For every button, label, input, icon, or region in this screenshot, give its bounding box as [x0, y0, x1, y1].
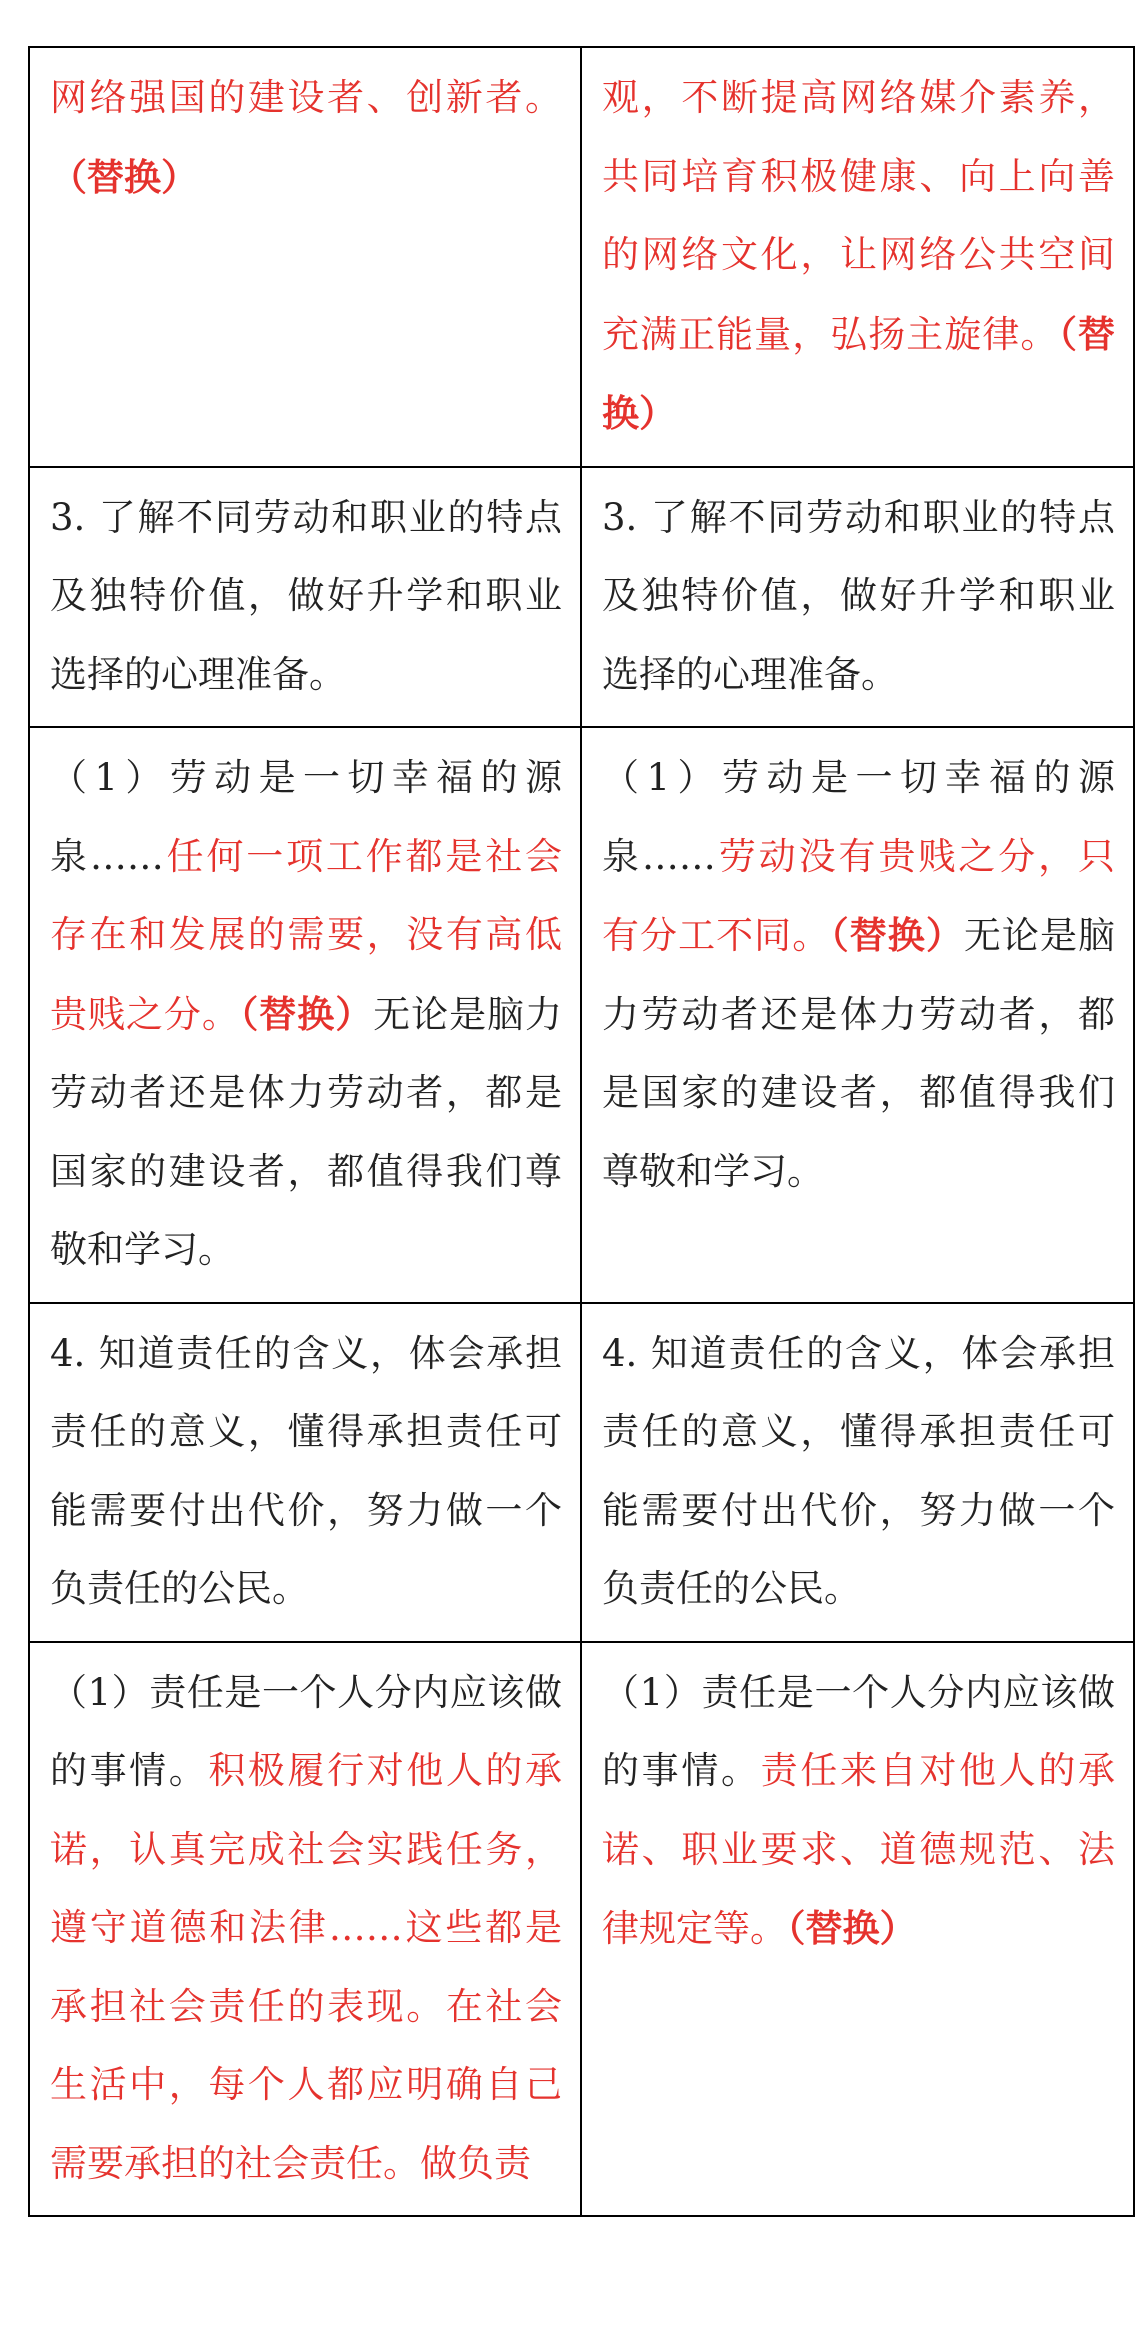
replace-tag: （替换）	[239, 991, 374, 1036]
body-text: 4. 知道责任的含义，体会承担责任的意义，懂得承担责任可能需要付出代价，努力做一个负责任的公民。	[602, 1331, 1115, 1610]
body-text: （1）劳动是一切幸福的源泉……	[602, 756, 1115, 878]
left-cell	[29, 1303, 581, 1642]
body-text: 4. 知道责任的含义，体会承担责任的意义，懂得承担责任可能需要付出代价，努力做一个负责任的公民。	[50, 1331, 562, 1610]
highlighted-text: 网络强国的建设者、创新者。	[50, 76, 562, 119]
highlighted-text: 劳动没有贵贱之分，只有分工不同。	[602, 834, 1116, 957]
replace-tag: （替换）	[602, 311, 1116, 435]
highlighted-text: 责任来自对他人的承诺、职业要求、道德规范、法律规定等。	[602, 1749, 1116, 1950]
replace-tag: （替换）	[50, 154, 198, 199]
body-text: （1）责任是一个人分内应该做的事情。	[50, 1670, 562, 1792]
table-body	[29, 47, 1134, 2216]
replace-tag: （替换）	[787, 1906, 917, 1950]
body-text: 3. 了解不同劳动和职业的特点及独特价值，做好升学和职业选择的心理准备。	[602, 495, 1115, 696]
table-row	[29, 727, 1134, 1303]
body-text: （1）劳动是一切幸福的源泉……	[50, 756, 562, 878]
table-row	[29, 47, 1134, 467]
table-row	[29, 1642, 1134, 2217]
right-cell	[581, 727, 1134, 1303]
table-row	[29, 1303, 1134, 1642]
comparison-table	[28, 46, 1135, 2217]
right-cell	[581, 47, 1134, 467]
right-cell	[581, 467, 1134, 728]
table-row	[29, 467, 1134, 728]
replace-tag: （替换）	[830, 913, 964, 957]
highlighted-text: 观，不断提高网络媒介素养，共同培育积极健康、向上向善的网络文化，让网络公共空间充满正能量，弘扬主旋律。	[602, 76, 1115, 356]
body-text: 无论是脑力劳动者还是体力劳动者，都是国家的建设者，都值得我们尊敬和学习。	[50, 992, 563, 1271]
body-text: 3. 了解不同劳动和职业的特点及独特价值，做好升学和职业选择的心理准备。	[50, 495, 562, 696]
left-cell	[29, 47, 581, 467]
left-cell	[29, 1642, 581, 2217]
highlighted-text: 积极履行对他人的承诺，认真完成社会实践任务，遵守道德和法律……这些都是承担社会责任的表现。在社会生活中，每个人都应明确自己需要承担的社会责任。做负责	[50, 1749, 563, 2185]
body-text: 无论是脑力劳动者还是体力劳动者，都是国家的建设者，都值得我们尊敬和学习。	[602, 914, 1116, 1193]
body-text: （1）责任是一个人分内应该做的事情。	[602, 1670, 1115, 1792]
left-cell	[29, 727, 581, 1303]
highlighted-text: 任何一项工作都是社会存在和发展的需要，没有高低贵贱之分。	[50, 834, 563, 1036]
right-cell	[581, 1303, 1134, 1642]
left-cell	[29, 467, 581, 728]
right-cell	[581, 1642, 1134, 2217]
